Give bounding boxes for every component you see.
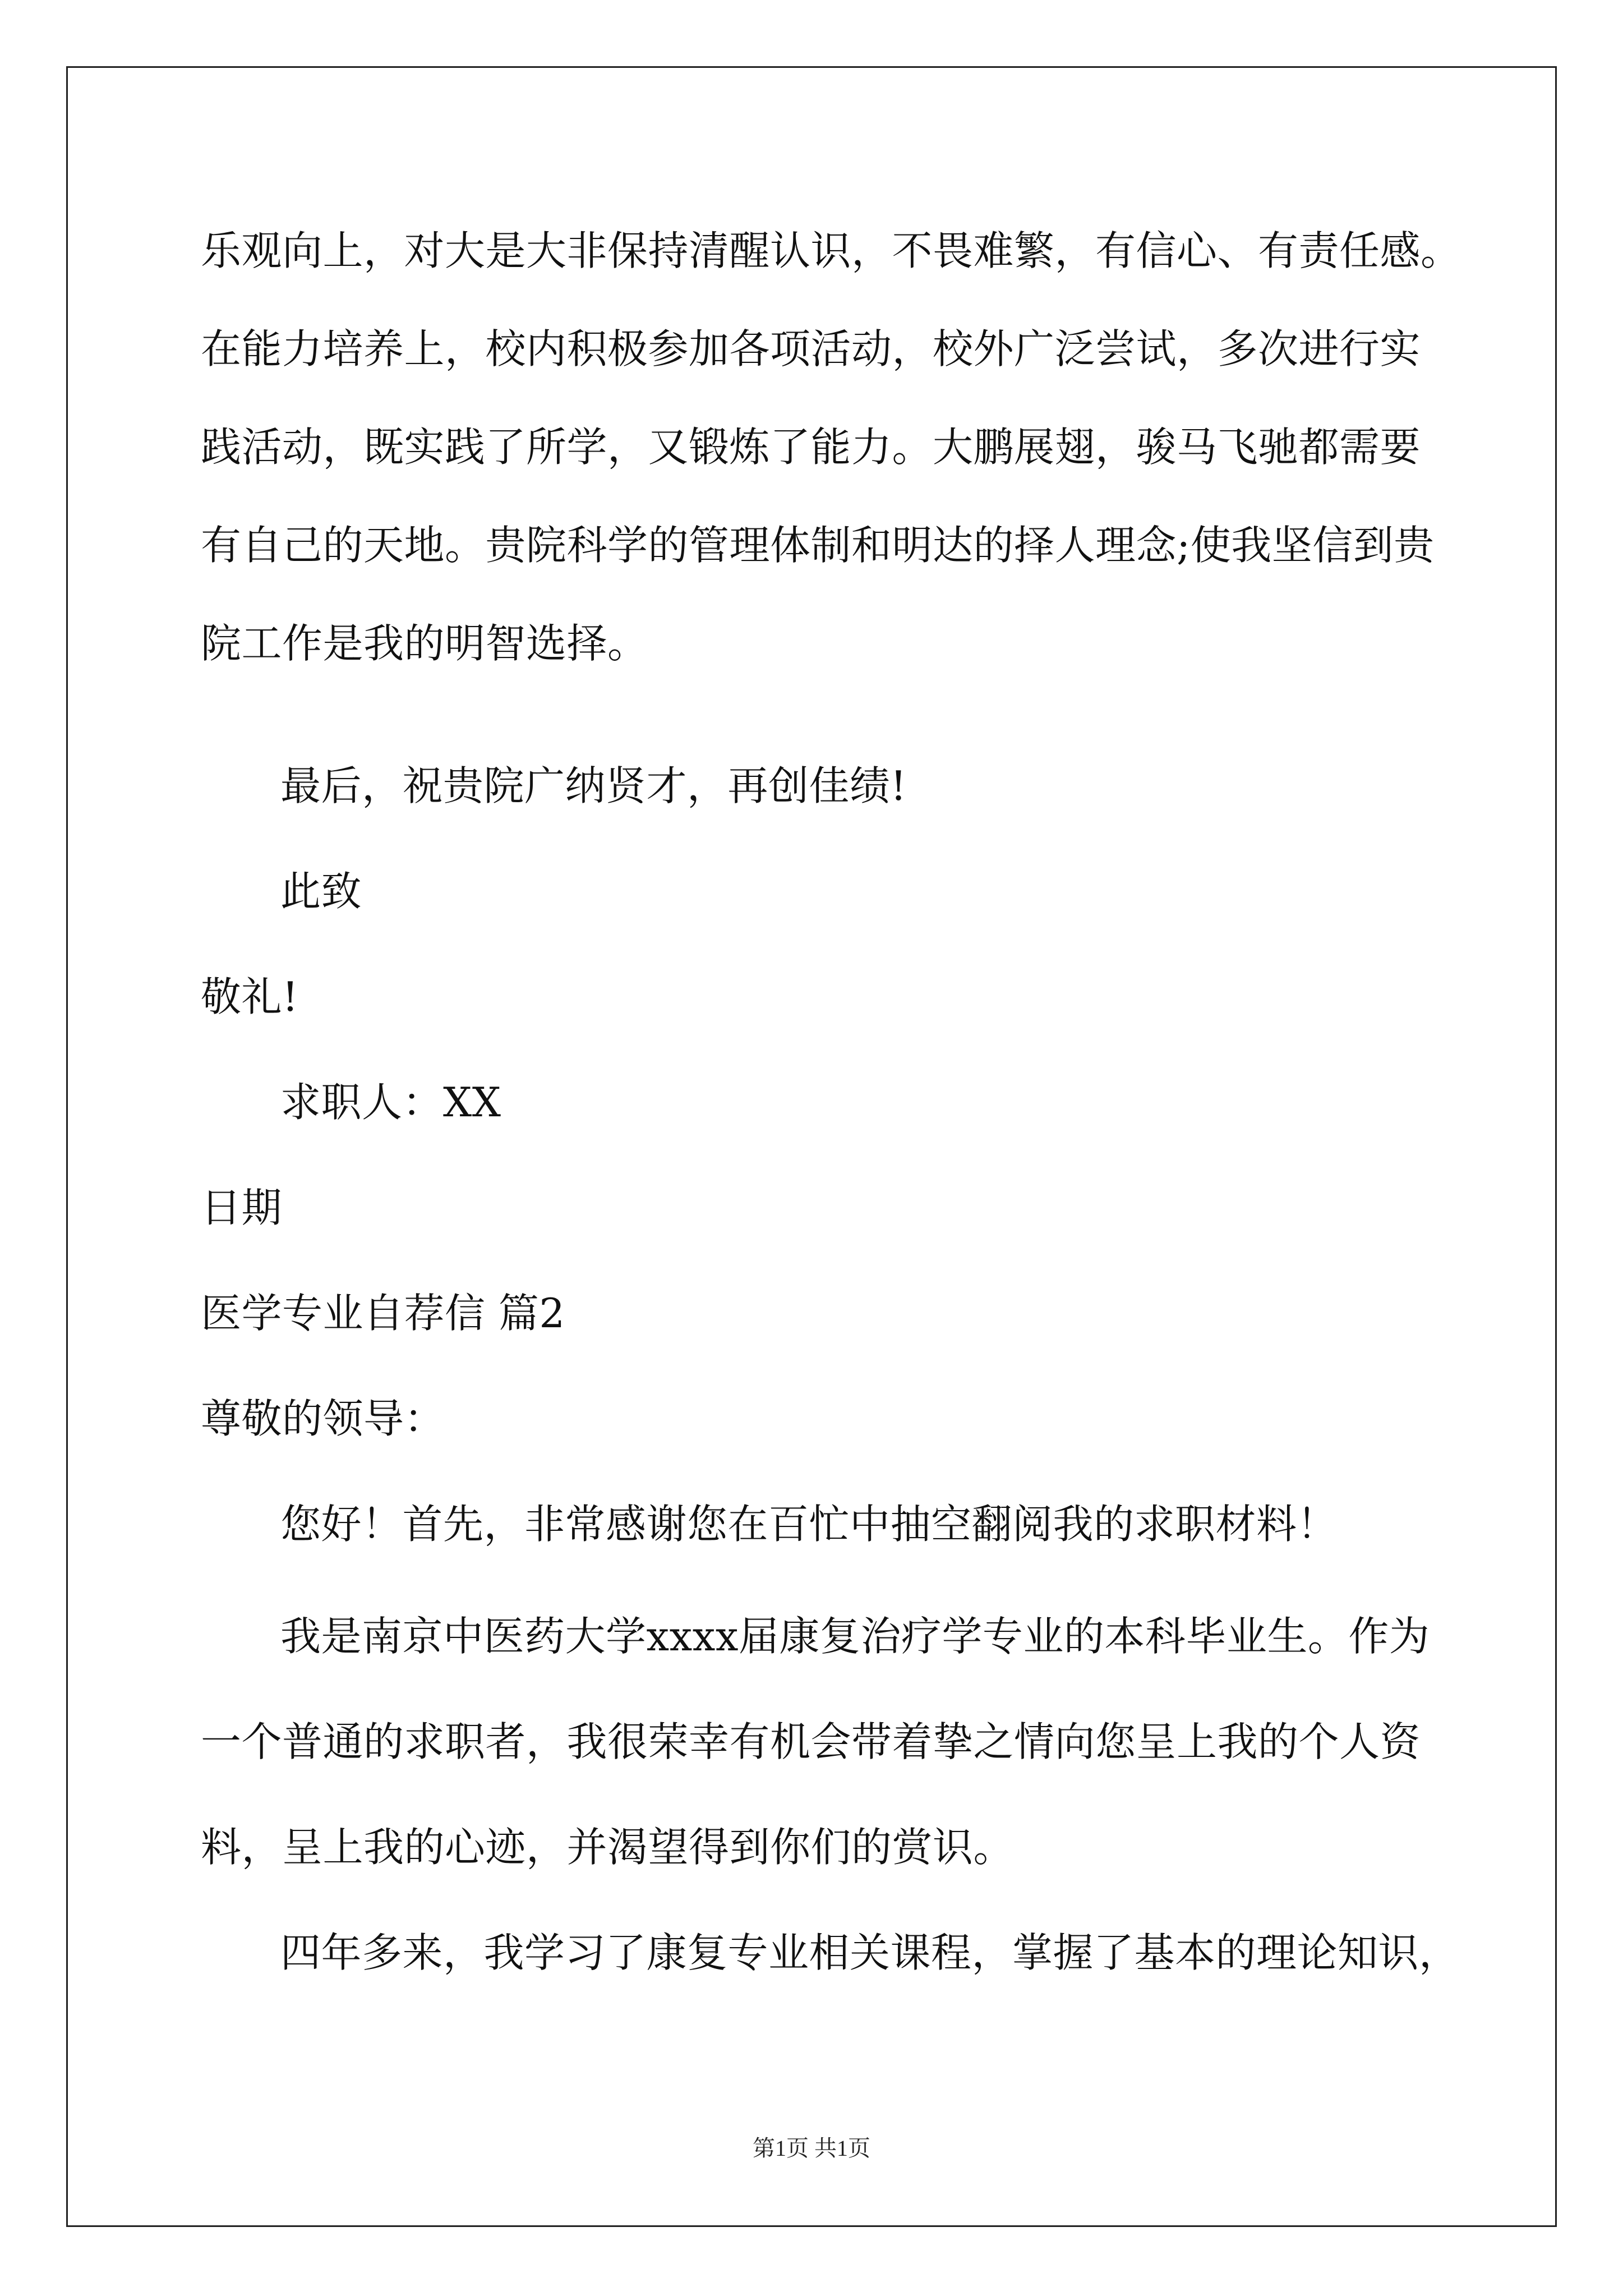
section-heading: 医学专业自荐信 篇2 <box>201 1290 565 1337</box>
applicant-name: 求职人：XX <box>280 1079 501 1126</box>
intro-line: 您好！首先，非常感谢您在百忙中抽空翻阅我的求职材料！ <box>280 1501 1338 1548</box>
salutation-jingli: 敬礼! <box>201 973 299 1020</box>
body2-line-1: 我是南京中医药大学xxxx届康复治疗学专业的本科毕业生。作为 <box>280 1613 1430 1660</box>
page-footer: 第1页 共1页 <box>753 2136 870 2161</box>
body2-line-3: 料，呈上我的心迹，并渴望得到你们的赏识。 <box>201 1824 1015 1871</box>
closing-wish: 最后，祝贵院广纳贤才，再创佳绩! <box>280 762 907 809</box>
body2-line-4: 四年多来，我学习了康复专业相关课程，掌握了基本的理论知识， <box>280 1929 1460 1976</box>
body-line-5: 院工作是我的明智选择。 <box>201 620 648 667</box>
body-line-2: 在能力培养上，校内积极参加各项活动，校外广泛尝试，多次进行实 <box>201 325 1421 372</box>
page-border <box>66 66 1557 2227</box>
date-label: 日期 <box>201 1184 283 1231</box>
body-line-3: 践活动，既实践了所学，又锻炼了能力。大鹏展翅，骏马飞驰都需要 <box>201 424 1421 471</box>
body2-line-2: 一个普通的求职者，我很荣幸有机会带着挚之情向您呈上我的个人资 <box>201 1718 1421 1765</box>
body-line-4: 有自己的天地。贵院科学的管理体制和明达的择人理念;使我坚信到贵 <box>201 522 1435 569</box>
salutation-cizhi: 此致 <box>280 868 362 915</box>
greeting: 尊敬的领导： <box>201 1395 445 1442</box>
body-line-1: 乐观向上，对大是大非保持清醒认识，不畏难繁，有信心、有责任感。 <box>201 227 1461 274</box>
